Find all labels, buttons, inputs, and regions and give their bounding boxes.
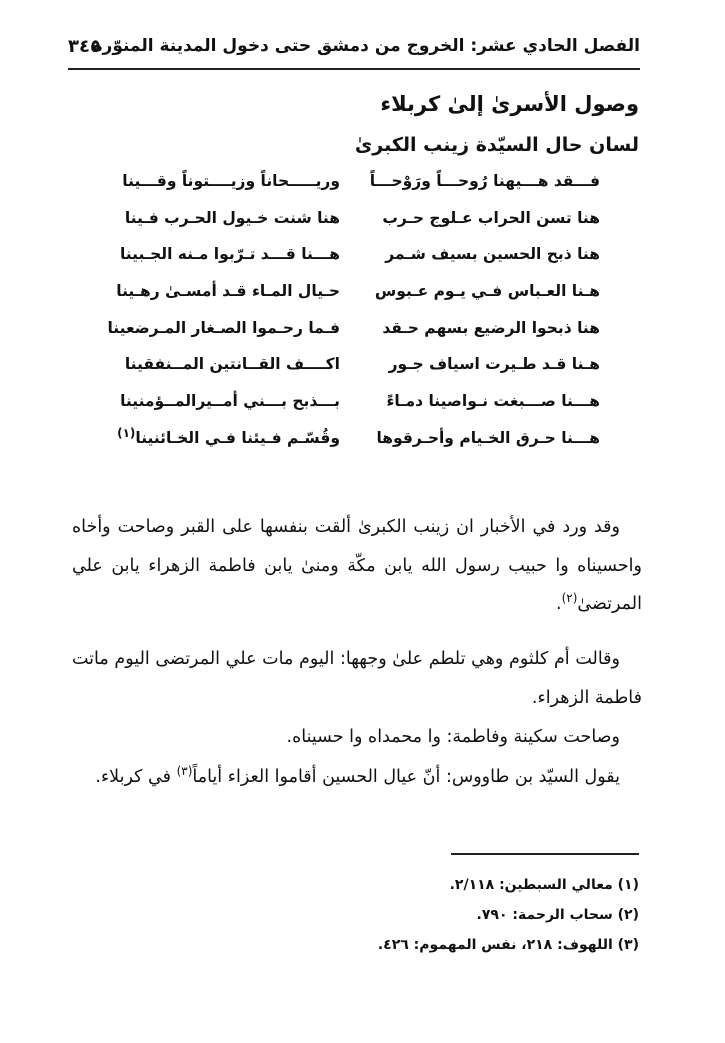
paragraph: [72, 718, 642, 757]
verse-first-hemistich: هـنا العـباس فـي يـوم عـبوس: [374, 282, 600, 301]
verse-second-hemistich: حـيال المـاء قـد أمسـىٰ رهـينا: [116, 282, 340, 301]
poem-subtitle: لسان حال السيّدة زينب الكبرىٰ: [354, 134, 639, 156]
poem-verse: [110, 245, 600, 282]
verse-second-hemistich: هنا شنت خـيول الحـرب فـينا: [124, 208, 340, 227]
verse-text: وقُسّـم فـيئنا فـي الخـائنينا: [135, 428, 340, 447]
paragraph-text: وقد ورد في الأخبار ان زينب الكبرىٰ ألقت بنفسها على القبر وصاحت وأخاه واحسيناه وا حبيب رسول الله يابن مكّة ومنىٰ يابن فاطمة الزهراء يابن علي المرتضىٰ: [72, 517, 642, 614]
verse-second-hemistich: [110, 425, 340, 447]
running-header: [68, 34, 640, 70]
poem: [107, 172, 600, 466]
poem-verse: [110, 209, 600, 246]
footnote-item: (٣) اللهوف: ٢١٨، نفس المهموم: ٤٢٦.: [377, 937, 639, 953]
verse-second-hemistich: هـــنا قـــد تـرّبوا مـنه الجـبينا: [119, 245, 340, 264]
verse-second-hemistich: فـما رحـموا الصـغار المـرضعينا: [107, 318, 340, 337]
section-title: وصول الأسرىٰ إلىٰ كربلاء: [380, 92, 639, 116]
footnotes: [239, 870, 639, 960]
poem-verse: [110, 172, 600, 209]
footnote-ref[interactable]: (٢): [561, 591, 578, 606]
verse-first-hemistich: هنا ذبحوا الرضيع بسهم حـقد: [382, 318, 600, 337]
poem-verse: [110, 425, 600, 466]
verse-first-hemistich: فـــقد هـــيهنا رُوحـــاً ورَوْحـــاً: [369, 172, 600, 190]
chapter-title: الفصل الحادي عشر: الخروج من دمشق حتى دخول المدينة المنوّرة: [92, 36, 640, 56]
verse-first-hemistich: هنا تسن الحراب عـلوج حـرب: [382, 208, 600, 227]
footnote-ref[interactable]: (١): [117, 425, 136, 440]
poem-verse: [110, 392, 600, 429]
page-number: ٣٤٥: [68, 36, 101, 57]
footnote-divider: [451, 853, 639, 855]
footnote-ref[interactable]: (٣): [176, 764, 193, 779]
paragraph: [72, 758, 642, 797]
verse-first-hemistich: هـنا قـد طـيرت اسياف جـور: [388, 355, 600, 374]
paragraph: [72, 640, 642, 717]
poem-verse: [110, 355, 600, 392]
footnote-item: (١) معالي السبطين: ٢/١١٨.: [449, 877, 639, 893]
paragraph: [72, 508, 642, 624]
paragraph-text: وقالت أم كلثوم وهي تلطم علىٰ وجهها: اليوم مات علي المرتضى اليوم ماتت فاطمة الزهراء.: [72, 649, 642, 708]
paragraph-end: .: [555, 594, 562, 614]
poem-verse: [110, 282, 600, 319]
paragraph-text: يقول السيّد بن طاووس: أنّ عيال الحسين أقاموا العزاء أياماً: [192, 767, 620, 787]
footnote-item: (٢) سحاب الرحمة: ٧٩٠.: [476, 907, 639, 923]
poem-verse: [107, 318, 600, 356]
verse-second-hemistich: بـــذبح بـــني أمــيرالمــؤمنينا: [120, 392, 340, 411]
verse-second-hemistich: اكــــف القــانتين المــنفقينا: [124, 355, 340, 374]
verse-first-hemistich: هـــنا صـــبغت نـواصينا دمـاءً: [386, 392, 600, 411]
verse-first-hemistich: هنا ذبح الحسين بسيف شـمر: [385, 245, 600, 264]
paragraph-end: في كربلاء.: [95, 767, 177, 787]
verse-second-hemistich: وريـــــحاناً وزيــــتوناً وقـــينا: [122, 172, 340, 190]
verse-first-hemistich: هـــنا حـرق الخـيام وأحـرقوها: [376, 428, 600, 447]
paragraph-text: وصاحت سكينة وفاطمة: وا محمداه وا حسيناه.: [286, 727, 620, 747]
